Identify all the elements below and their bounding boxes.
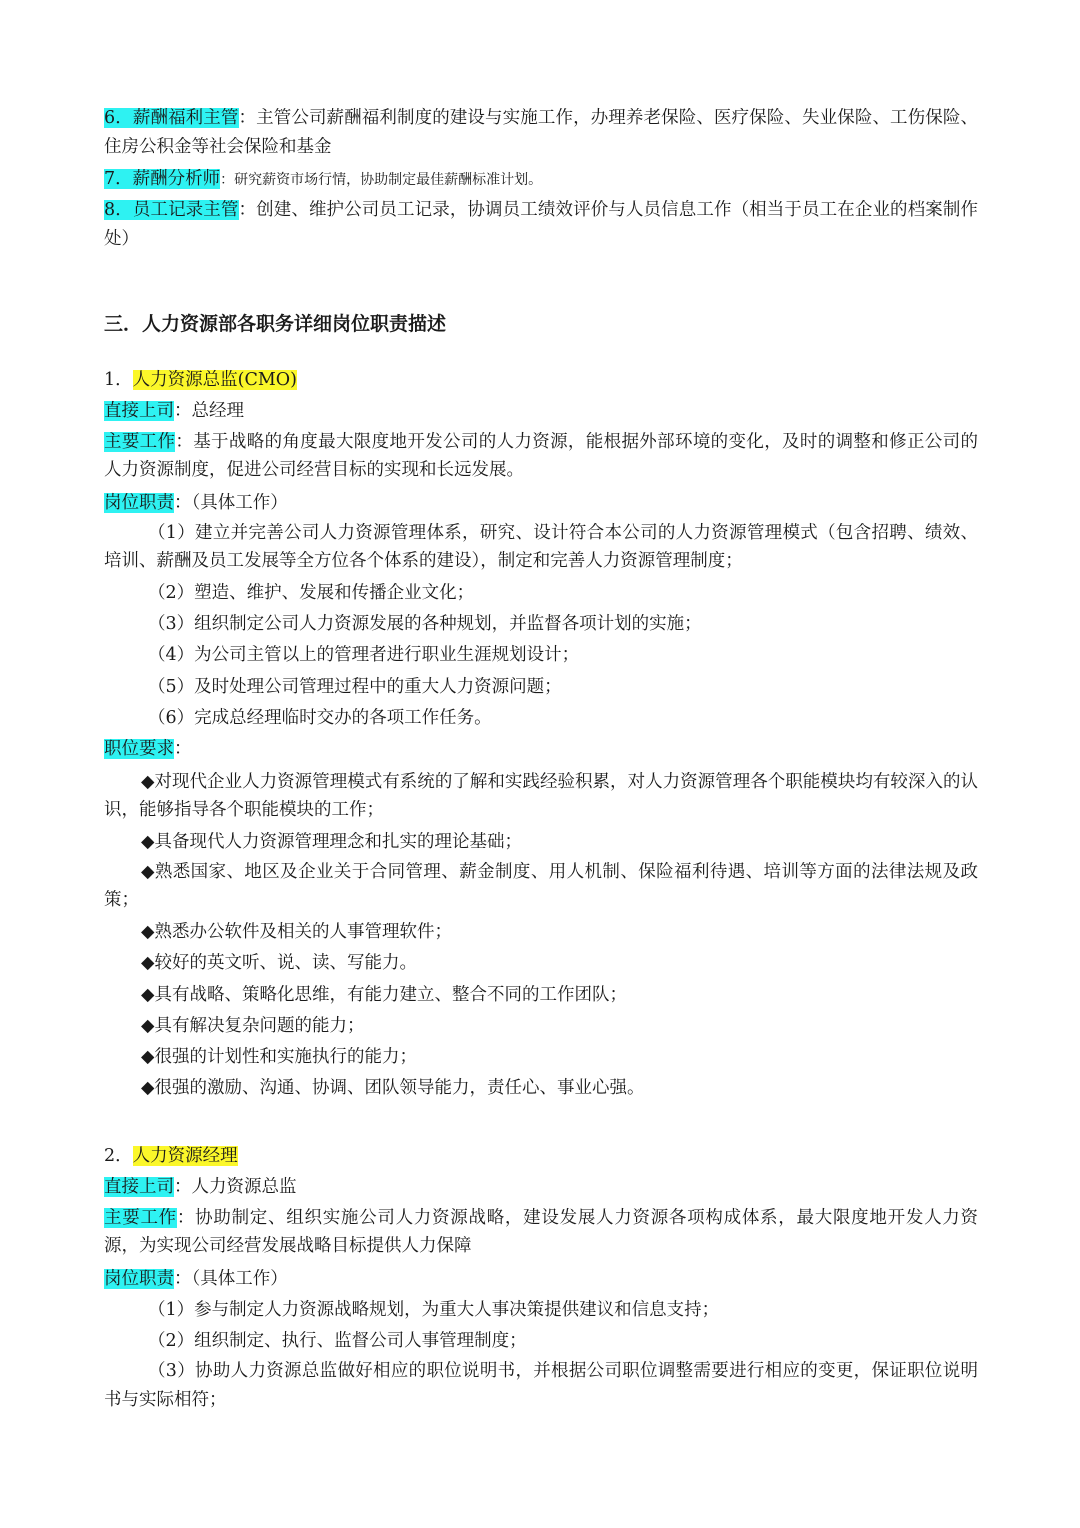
list-item-8: 8．员工记录主管：创建、维护公司员工记录，协调员工绩效评价与人员信息工作（相当于员工在企业的档案制作处）: [104, 200, 978, 249]
item-6-desc: 主管公司薪酬福利制度的建设与实施工作，办理养老保险、医疗保险、失业保险、工伤保险、住房公积金等社会保险和基金: [104, 108, 978, 157]
duty-item: （6）完成总经理临时交办的各项工作任务。: [148, 708, 492, 729]
position-2-duty-heading: 岗位职责：（具体工作）: [104, 1268, 288, 1289]
position-1-work: 主要工作：基于战略的角度最大限度地开发公司的人力资源，能根据外部环境的变化，及时的调整和修正公司的人力资源制度，促进公司经营目标的实现和长远发展。: [104, 431, 978, 481]
position-1-req-heading: 职位要求：: [104, 739, 192, 760]
duty-item: （3）组织制定公司人力资源发展的各种规划，并监督各项计划的实施；: [148, 614, 702, 635]
item-8-title: 8．员工记录主管: [104, 200, 239, 221]
duty-item: （4）为公司主管以上的管理者进行职业生涯规划设计；: [148, 645, 580, 666]
position-1-name: 人力资源总监(CMO): [132, 370, 297, 390]
duty-item: （1）参与制定人力资源战略规划，为重大人事决策提供建议和信息支持；: [148, 1299, 720, 1320]
position-2-work: 主要工作：协助制定、组织实施公司人力资源战略，建设发展人力资源各项构成体系，最大限度地开发人力资源，为实现公司经营发展战略目标提供人力保障: [104, 1207, 979, 1257]
requirement-item: ◆很强的计划性和实施执行的能力；: [141, 1047, 417, 1068]
duty-item: （2）塑造、维护、发展和传播企业文化；: [148, 582, 475, 603]
duty-item: （1）建立并完善公司人力资源管理体系，研究、设计符合本公司的人力资源管理模式（包含招聘、绩效、培训、薪酬及员工发展等全方位各个体系的建设），制定和完善人力资源管理制度；: [104, 522, 978, 572]
requirement-item: ◆很强的激励、沟通、协调、团队领导能力，责任心、事业心强。: [141, 1078, 645, 1099]
item-8-desc: 创建、维护公司员工记录，协调员工绩效评价与人员信息工作（相当于员工在企业的档案制作处）: [104, 200, 978, 249]
list-item-6: 6．薪酬福利主管：主管公司薪酬福利制度的建设与实施工作，办理养老保险、医疗保险、失业保险、工伤保险、住房公积金等社会保险和基金: [104, 108, 978, 157]
duty-item: （5）及时处理公司管理过程中的重大人力资源问题；: [148, 676, 562, 697]
position-2-name: 人力资源经理: [132, 1146, 238, 1166]
requirement-item: ◆熟悉办公软件及相关的人事管理软件；: [141, 921, 452, 942]
document-page: [104, 104, 978, 253]
item-6-title: 6．薪酬福利主管: [104, 108, 239, 128]
requirement-item: ◆对现代企业人力资源管理模式有系统的了解和实践经验积累，对人力资源管理各个职能模块均有较深入的认识，能够指导各个职能模块的工作；: [104, 771, 978, 821]
item-7-desc: 研究薪资市场行情，协助制定最佳薪酬标准计划。: [234, 172, 543, 188]
position-2-superior: 直接上司：人力资源总监: [104, 1177, 297, 1198]
requirement-item: ◆具有战略、策略化思维，有能力建立、整合不同的工作团队；: [141, 984, 627, 1005]
section-heading: 三．人力资源部各职务详细岗位职责描述: [104, 313, 447, 335]
position-2: [104, 1141, 978, 1414]
duty-item: （2）组织制定、执行、监督公司人事管理制度；: [148, 1331, 527, 1352]
position-1-title: 1．人力资源总监(CMO): [104, 370, 297, 390]
position-1-superior: 直接上司：总经理: [104, 401, 244, 422]
item-7-title: 7．薪酬分析师: [104, 169, 221, 189]
position-2-title: 2．人力资源经理: [104, 1146, 238, 1166]
requirement-item: ◆较好的英文听、说、读、写能力。: [141, 953, 417, 974]
position-1-duty-heading: 岗位职责：（具体工作）: [104, 492, 288, 513]
duty-item: （3）协助人力资源总监做好相应的职位说明书，并根据公司职位调整需要进行相应的变更，保证职位说明书与实际相符；: [104, 1361, 978, 1410]
position-1: [104, 365, 978, 1105]
requirement-item: ◆具有解决复杂问题的能力；: [141, 1015, 365, 1036]
requirement-item: ◆具备现代人力资源管理理念和扎实的理论基础；: [141, 831, 522, 852]
list-item-7: 7．薪酬分析师：研究薪资市场行情，协助制定最佳薪酬标准计划。: [104, 169, 543, 189]
requirement-item: ◆熟悉国家、地区及企业关于合同管理、薪金制度、用人机制、保险福利待遇、培训等方面的法律法规及政策；: [104, 861, 978, 911]
